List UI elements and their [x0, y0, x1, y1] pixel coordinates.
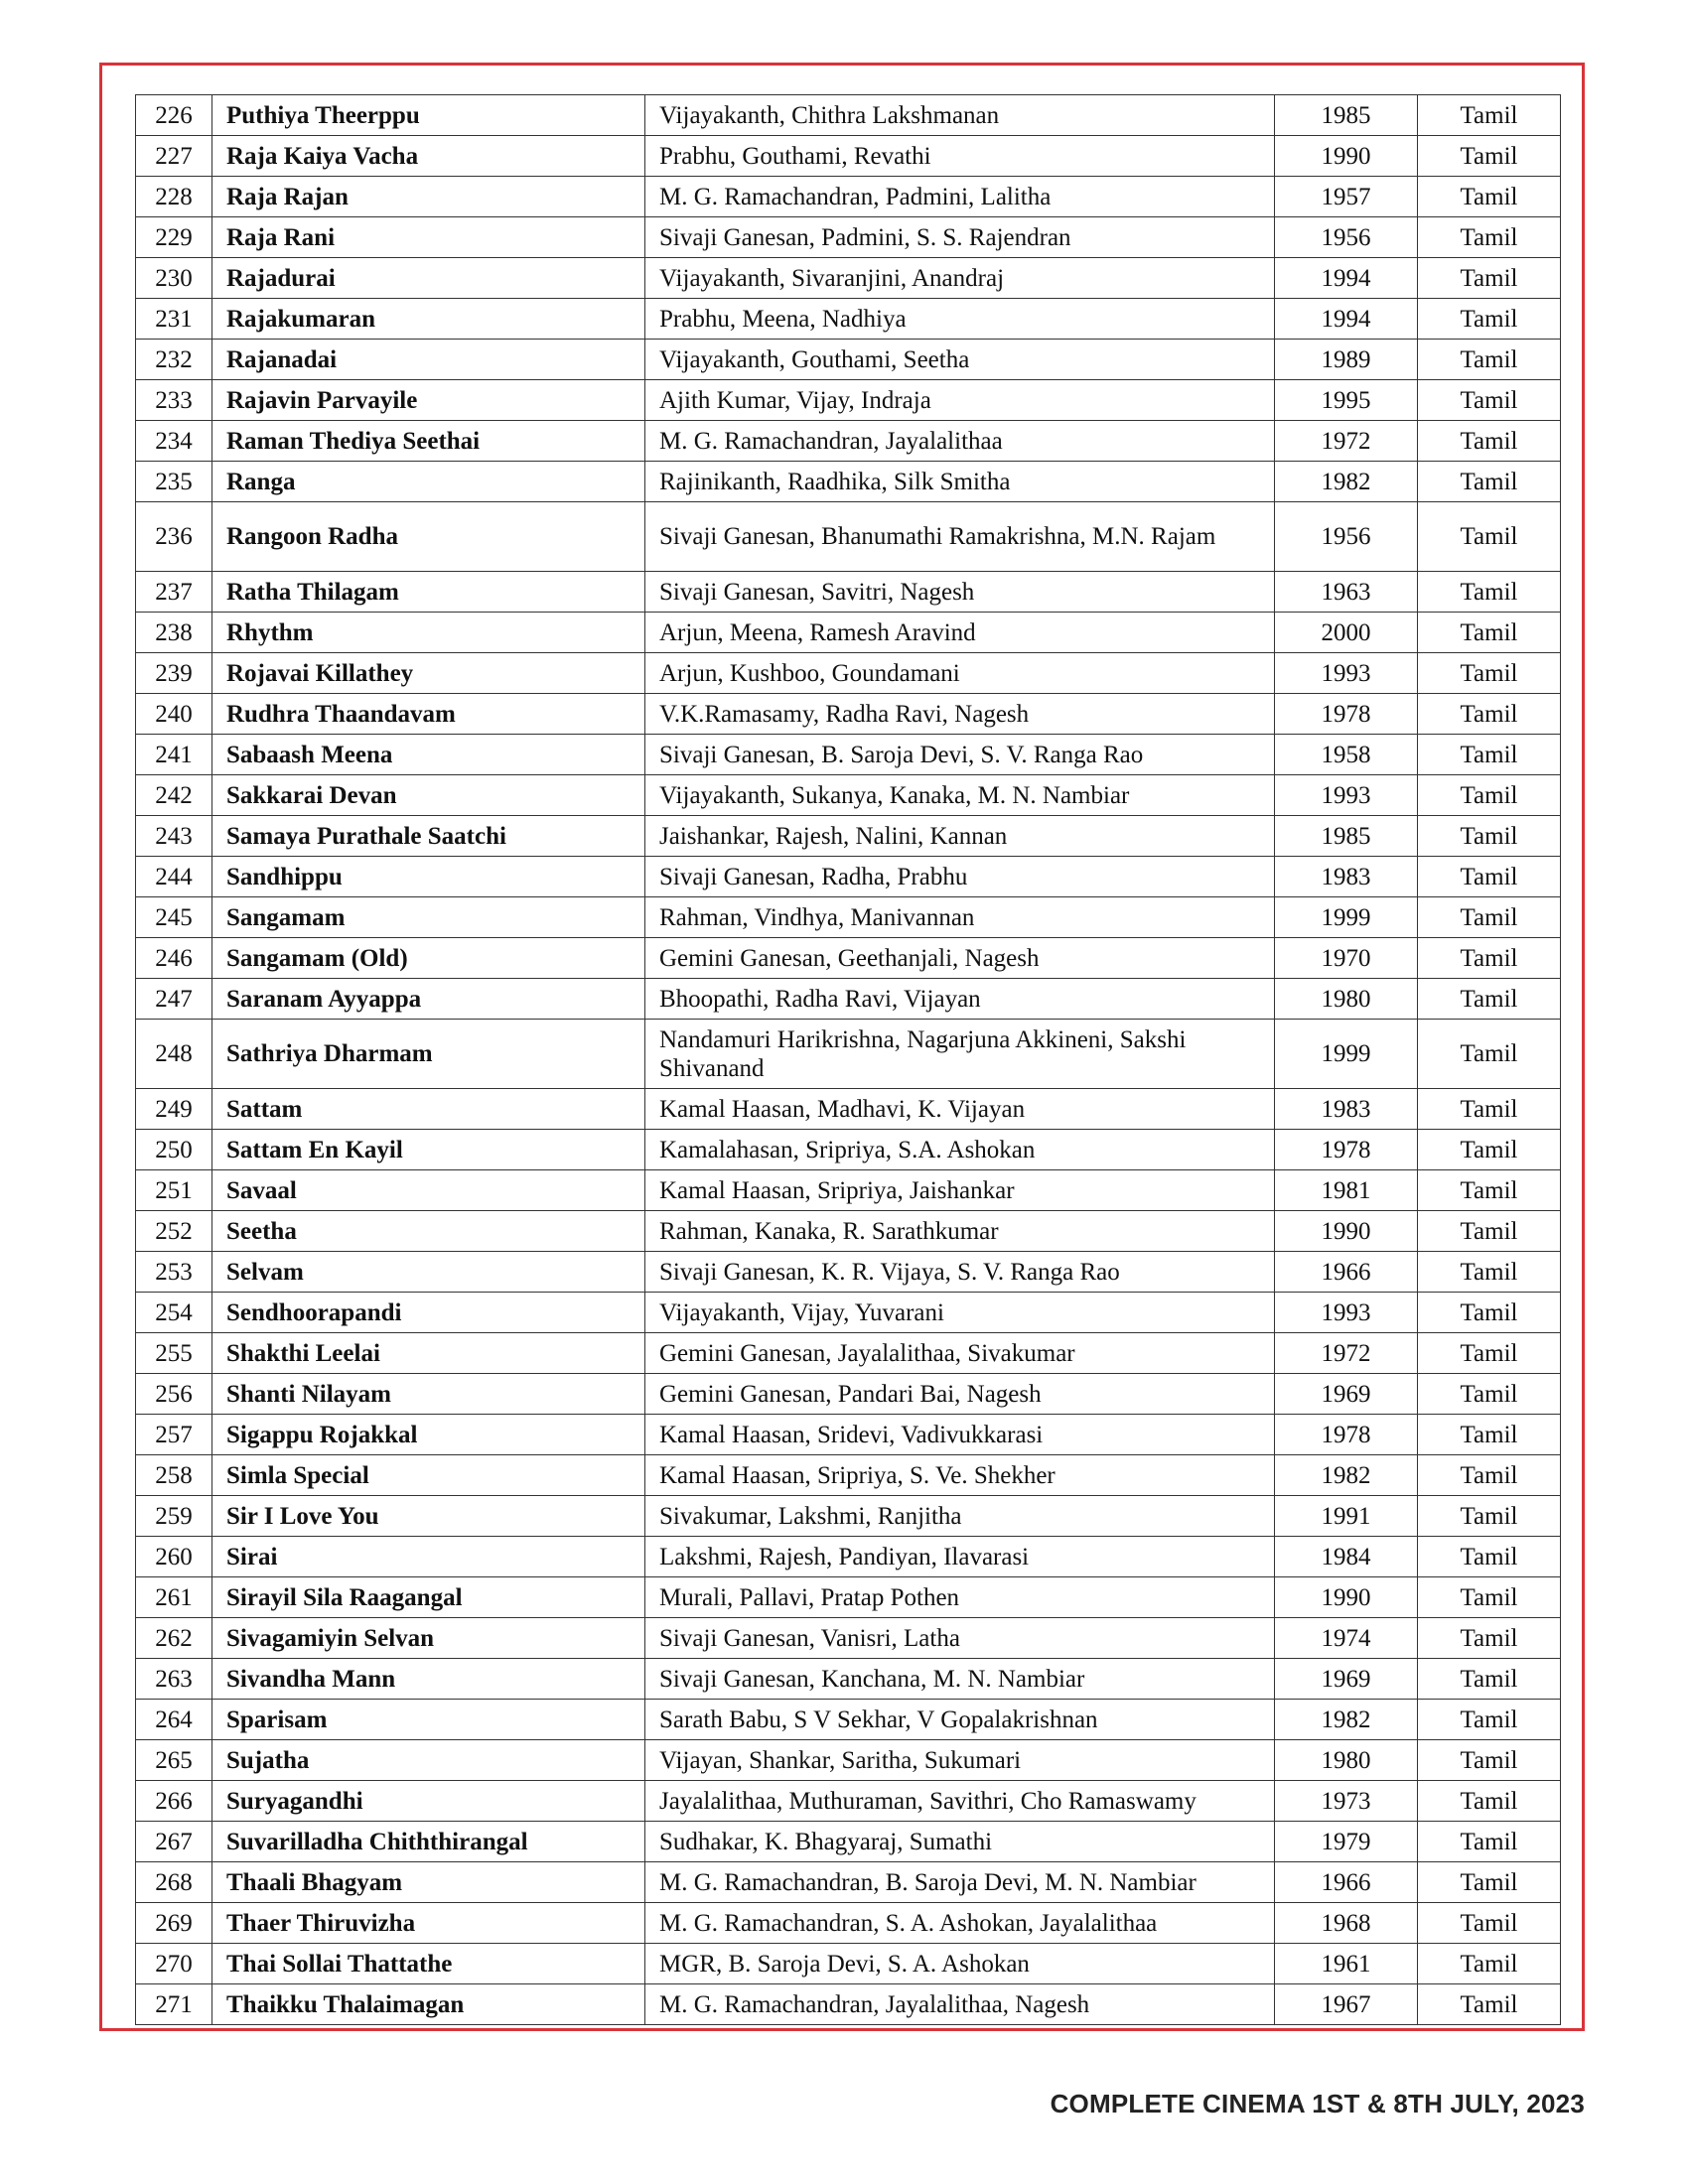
film-cast: M. G. Ramachandran, S. A. Ashokan, Jayalalithaa: [645, 1903, 1275, 1944]
film-cast: Lakshmi, Rajesh, Pandiyan, Ilavarasi: [645, 1537, 1275, 1577]
film-cast: Gemini Ganesan, Geethanjali, Nagesh: [645, 938, 1275, 979]
film-language: Tamil: [1418, 735, 1561, 775]
film-title: Savaal: [212, 1170, 645, 1211]
film-cast: Rahman, Kanaka, R. Sarathkumar: [645, 1211, 1275, 1252]
row-number: 249: [136, 1089, 212, 1130]
table-row: [136, 299, 1561, 340]
film-title: Rajadurai: [212, 258, 645, 299]
film-title: Sujatha: [212, 1740, 645, 1781]
release-year: 1982: [1275, 1455, 1418, 1496]
row-number: 262: [136, 1618, 212, 1659]
film-title: Samaya Purathale Saatchi: [212, 816, 645, 857]
film-language: Tamil: [1418, 1659, 1561, 1700]
table-row: [136, 775, 1561, 816]
row-number: 255: [136, 1333, 212, 1374]
row-number: 268: [136, 1862, 212, 1903]
film-cast: Nandamuri Harikrishna, Nagarjuna Akkineni, Sakshi Shivanand: [645, 1020, 1275, 1089]
release-year: 1993: [1275, 653, 1418, 694]
row-number: 244: [136, 857, 212, 897]
film-cast: Sivaji Ganesan, Radha, Prabhu: [645, 857, 1275, 897]
film-language: Tamil: [1418, 572, 1561, 613]
table-row: [136, 572, 1561, 613]
row-number: 271: [136, 1984, 212, 2025]
film-cast: Rajinikanth, Raadhika, Silk Smitha: [645, 462, 1275, 502]
table-row: [136, 421, 1561, 462]
release-year: 2000: [1275, 613, 1418, 653]
row-number: 250: [136, 1130, 212, 1170]
release-year: 1995: [1275, 380, 1418, 421]
row-number: 253: [136, 1252, 212, 1293]
film-language: Tamil: [1418, 299, 1561, 340]
film-language: Tamil: [1418, 462, 1561, 502]
film-language: Tamil: [1418, 1781, 1561, 1822]
row-number: 230: [136, 258, 212, 299]
release-year: 1957: [1275, 177, 1418, 217]
row-number: 267: [136, 1822, 212, 1862]
film-cast: Prabhu, Meena, Nadhiya: [645, 299, 1275, 340]
film-cast: Sivaji Ganesan, Kanchana, M. N. Nambiar: [645, 1659, 1275, 1700]
film-title: Rangoon Radha: [212, 502, 645, 572]
film-title: Raja Rani: [212, 217, 645, 258]
film-language: Tamil: [1418, 1211, 1561, 1252]
film-cast: Jaishankar, Rajesh, Nalini, Kannan: [645, 816, 1275, 857]
release-year: 1999: [1275, 1020, 1418, 1089]
row-number: 236: [136, 502, 212, 572]
table-row: [136, 653, 1561, 694]
release-year: 1978: [1275, 1130, 1418, 1170]
film-language: Tamil: [1418, 1333, 1561, 1374]
film-title: Sigappu Rojakkal: [212, 1415, 645, 1455]
film-title: Thaer Thiruvizha: [212, 1903, 645, 1944]
release-year: 1994: [1275, 258, 1418, 299]
film-cast: Kamal Haasan, Sridevi, Vadivukkarasi: [645, 1415, 1275, 1455]
row-number: 266: [136, 1781, 212, 1822]
table-row: [136, 177, 1561, 217]
release-year: 1990: [1275, 1211, 1418, 1252]
film-title: Rajanadai: [212, 340, 645, 380]
row-number: 246: [136, 938, 212, 979]
release-year: 1982: [1275, 462, 1418, 502]
film-cast: MGR, B. Saroja Devi, S. A. Ashokan: [645, 1944, 1275, 1984]
film-title: Simla Special: [212, 1455, 645, 1496]
film-title: Raja Rajan: [212, 177, 645, 217]
film-language: Tamil: [1418, 694, 1561, 735]
film-title: Sivandha Mann: [212, 1659, 645, 1700]
row-number: 245: [136, 897, 212, 938]
film-language: Tamil: [1418, 1700, 1561, 1740]
release-year: 1990: [1275, 136, 1418, 177]
table-row: [136, 1252, 1561, 1293]
film-language: Tamil: [1418, 380, 1561, 421]
film-language: Tamil: [1418, 502, 1561, 572]
film-cast: Sivaji Ganesan, Bhanumathi Ramakrishna, M.N. Rajam: [645, 502, 1275, 572]
film-cast: Arjun, Meena, Ramesh Aravind: [645, 613, 1275, 653]
film-cast: Bhoopathi, Radha Ravi, Vijayan: [645, 979, 1275, 1020]
film-language: Tamil: [1418, 1984, 1561, 2025]
table-row: [136, 1333, 1561, 1374]
film-cast: Gemini Ganesan, Pandari Bai, Nagesh: [645, 1374, 1275, 1415]
row-number: 237: [136, 572, 212, 613]
film-cast: M. G. Ramachandran, Jayalalithaa: [645, 421, 1275, 462]
row-number: 240: [136, 694, 212, 735]
film-language: Tamil: [1418, 1618, 1561, 1659]
film-language: Tamil: [1418, 1822, 1561, 1862]
release-year: 1980: [1275, 979, 1418, 1020]
table-row: [136, 1374, 1561, 1415]
film-language: Tamil: [1418, 340, 1561, 380]
film-cast: Arjun, Kushboo, Goundamani: [645, 653, 1275, 694]
table-row: [136, 857, 1561, 897]
table-row: [136, 1618, 1561, 1659]
film-cast: Ajith Kumar, Vijay, Indraja: [645, 380, 1275, 421]
release-year: 1978: [1275, 1415, 1418, 1455]
table-row: [136, 1903, 1561, 1944]
table-row: [136, 380, 1561, 421]
release-year: 1972: [1275, 1333, 1418, 1374]
row-number: 252: [136, 1211, 212, 1252]
row-number: 260: [136, 1537, 212, 1577]
film-title: Rajavin Parvayile: [212, 380, 645, 421]
release-year: 1958: [1275, 735, 1418, 775]
release-year: 1979: [1275, 1822, 1418, 1862]
row-number: 265: [136, 1740, 212, 1781]
table-row: [136, 1537, 1561, 1577]
film-cast: Gemini Ganesan, Jayalalithaa, Sivakumar: [645, 1333, 1275, 1374]
table-row: [136, 1984, 1561, 2025]
release-year: 1983: [1275, 857, 1418, 897]
film-title: Sendhoorapandi: [212, 1293, 645, 1333]
row-number: 263: [136, 1659, 212, 1700]
table-row: [136, 1577, 1561, 1618]
table-row: [136, 95, 1561, 136]
table-row: [136, 1659, 1561, 1700]
row-number: 270: [136, 1944, 212, 1984]
row-number: 231: [136, 299, 212, 340]
film-language: Tamil: [1418, 177, 1561, 217]
film-language: Tamil: [1418, 421, 1561, 462]
release-year: 1991: [1275, 1496, 1418, 1537]
table-row: [136, 1944, 1561, 1984]
film-language: Tamil: [1418, 1252, 1561, 1293]
release-year: 1961: [1275, 1944, 1418, 1984]
film-title: Sangamam: [212, 897, 645, 938]
film-cast: Vijayakanth, Chithra Lakshmanan: [645, 95, 1275, 136]
films-table-body: [136, 95, 1561, 2025]
release-year: 1989: [1275, 340, 1418, 380]
row-number: 257: [136, 1415, 212, 1455]
table-row: [136, 1862, 1561, 1903]
table-row: [136, 1130, 1561, 1170]
film-cast: Rahman, Vindhya, Manivannan: [645, 897, 1275, 938]
film-cast: Kamalahasan, Sripriya, S.A. Ashokan: [645, 1130, 1275, 1170]
film-title: Sir I Love You: [212, 1496, 645, 1537]
film-title: Rudhra Thaandavam: [212, 694, 645, 735]
film-cast: Sarath Babu, S V Sekhar, V Gopalakrishnan: [645, 1700, 1275, 1740]
release-year: 1968: [1275, 1903, 1418, 1944]
film-language: Tamil: [1418, 775, 1561, 816]
film-title: Suvarilladha Chiththirangal: [212, 1822, 645, 1862]
film-title: Sattam: [212, 1089, 645, 1130]
film-title: Seetha: [212, 1211, 645, 1252]
release-year: 1969: [1275, 1374, 1418, 1415]
film-cast: Vijayakanth, Sivaranjini, Anandraj: [645, 258, 1275, 299]
row-number: 251: [136, 1170, 212, 1211]
table-row: [136, 258, 1561, 299]
film-title: Suryagandhi: [212, 1781, 645, 1822]
row-number: 243: [136, 816, 212, 857]
table-row: [136, 1211, 1561, 1252]
film-language: Tamil: [1418, 1374, 1561, 1415]
row-number: 239: [136, 653, 212, 694]
film-cast: Vijayan, Shankar, Saritha, Sukumari: [645, 1740, 1275, 1781]
row-number: 256: [136, 1374, 212, 1415]
release-year: 1966: [1275, 1862, 1418, 1903]
row-number: 227: [136, 136, 212, 177]
film-title: Thaikku Thalaimagan: [212, 1984, 645, 2025]
film-title: Raja Kaiya Vacha: [212, 136, 645, 177]
row-number: 232: [136, 340, 212, 380]
film-language: Tamil: [1418, 653, 1561, 694]
release-year: 1994: [1275, 299, 1418, 340]
release-year: 1993: [1275, 1293, 1418, 1333]
row-number: 261: [136, 1577, 212, 1618]
release-year: 1956: [1275, 217, 1418, 258]
table-row: [136, 502, 1561, 572]
table-row: [136, 1822, 1561, 1862]
film-title: Raman Thediya Seethai: [212, 421, 645, 462]
film-title: Thai Sollai Thattathe: [212, 1944, 645, 1984]
film-title: Sathriya Dharmam: [212, 1020, 645, 1089]
release-year: 1963: [1275, 572, 1418, 613]
table-row: [136, 1020, 1561, 1089]
release-year: 1969: [1275, 1659, 1418, 1700]
film-language: Tamil: [1418, 1089, 1561, 1130]
row-number: 238: [136, 613, 212, 653]
row-number: 234: [136, 421, 212, 462]
film-language: Tamil: [1418, 1862, 1561, 1903]
film-cast: V.K.Ramasamy, Radha Ravi, Nagesh: [645, 694, 1275, 735]
table-row: [136, 136, 1561, 177]
film-cast: M. G. Ramachandran, B. Saroja Devi, M. N. Nambiar: [645, 1862, 1275, 1903]
row-number: 241: [136, 735, 212, 775]
release-year: 1982: [1275, 1700, 1418, 1740]
film-title: Sandhippu: [212, 857, 645, 897]
film-title: Sakkarai Devan: [212, 775, 645, 816]
film-cast: Sivakumar, Lakshmi, Ranjitha: [645, 1496, 1275, 1537]
film-cast: M. G. Ramachandran, Jayalalithaa, Nagesh: [645, 1984, 1275, 2025]
film-title: Selvam: [212, 1252, 645, 1293]
film-language: Tamil: [1418, 979, 1561, 1020]
film-language: Tamil: [1418, 938, 1561, 979]
row-number: 269: [136, 1903, 212, 1944]
film-language: Tamil: [1418, 1944, 1561, 1984]
film-language: Tamil: [1418, 136, 1561, 177]
row-number: 229: [136, 217, 212, 258]
release-year: 1993: [1275, 775, 1418, 816]
film-cast: Murali, Pallavi, Pratap Pothen: [645, 1577, 1275, 1618]
release-year: 1984: [1275, 1537, 1418, 1577]
film-cast: Vijayakanth, Gouthami, Seetha: [645, 340, 1275, 380]
row-number: 242: [136, 775, 212, 816]
film-title: Sattam En Kayil: [212, 1130, 645, 1170]
film-language: Tamil: [1418, 1740, 1561, 1781]
release-year: 1973: [1275, 1781, 1418, 1822]
release-year: 1981: [1275, 1170, 1418, 1211]
table-row: [136, 1700, 1561, 1740]
row-number: 248: [136, 1020, 212, 1089]
film-cast: Vijayakanth, Sukanya, Kanaka, M. N. Nambiar: [645, 775, 1275, 816]
films-table: [135, 94, 1561, 2025]
row-number: 247: [136, 979, 212, 1020]
table-row: [136, 1455, 1561, 1496]
table-row: [136, 735, 1561, 775]
film-cast: Prabhu, Gouthami, Revathi: [645, 136, 1275, 177]
table-row: [136, 1293, 1561, 1333]
film-language: Tamil: [1418, 95, 1561, 136]
film-cast: Sivaji Ganesan, Savitri, Nagesh: [645, 572, 1275, 613]
release-year: 1967: [1275, 1984, 1418, 2025]
film-language: Tamil: [1418, 1455, 1561, 1496]
release-year: 1985: [1275, 95, 1418, 136]
table-row: [136, 816, 1561, 857]
row-number: 235: [136, 462, 212, 502]
film-language: Tamil: [1418, 857, 1561, 897]
film-title: Rajakumaran: [212, 299, 645, 340]
film-title: Sabaash Meena: [212, 735, 645, 775]
film-title: Rhythm: [212, 613, 645, 653]
release-year: 1966: [1275, 1252, 1418, 1293]
film-language: Tamil: [1418, 1170, 1561, 1211]
film-language: Tamil: [1418, 1903, 1561, 1944]
row-number: 259: [136, 1496, 212, 1537]
table-row: [136, 897, 1561, 938]
film-language: Tamil: [1418, 1020, 1561, 1089]
film-language: Tamil: [1418, 1496, 1561, 1537]
release-year: 1978: [1275, 694, 1418, 735]
release-year: 1972: [1275, 421, 1418, 462]
release-year: 1970: [1275, 938, 1418, 979]
film-language: Tamil: [1418, 1577, 1561, 1618]
release-year: 1985: [1275, 816, 1418, 857]
release-year: 1980: [1275, 1740, 1418, 1781]
film-title: Shanti Nilayam: [212, 1374, 645, 1415]
table-row: [136, 979, 1561, 1020]
film-title: Puthiya Theerppu: [212, 95, 645, 136]
row-number: 258: [136, 1455, 212, 1496]
film-title: Ranga: [212, 462, 645, 502]
film-title: Rojavai Killathey: [212, 653, 645, 694]
film-language: Tamil: [1418, 217, 1561, 258]
film-language: Tamil: [1418, 897, 1561, 938]
row-number: 254: [136, 1293, 212, 1333]
film-language: Tamil: [1418, 1415, 1561, 1455]
table-row: [136, 340, 1561, 380]
film-language: Tamil: [1418, 1293, 1561, 1333]
film-cast: Sivaji Ganesan, Padmini, S. S. Rajendran: [645, 217, 1275, 258]
film-cast: Kamal Haasan, Sripriya, Jaishankar: [645, 1170, 1275, 1211]
film-cast: Kamal Haasan, Sripriya, S. Ve. Shekher: [645, 1455, 1275, 1496]
row-number: 264: [136, 1700, 212, 1740]
release-year: 1974: [1275, 1618, 1418, 1659]
table-row: [136, 694, 1561, 735]
table-row: [136, 1415, 1561, 1455]
film-cast: Sivaji Ganesan, Vanisri, Latha: [645, 1618, 1275, 1659]
release-year: 1983: [1275, 1089, 1418, 1130]
release-year: 1956: [1275, 502, 1418, 572]
film-title: Saranam Ayyappa: [212, 979, 645, 1020]
film-language: Tamil: [1418, 258, 1561, 299]
table-row: [136, 1496, 1561, 1537]
row-number: 233: [136, 380, 212, 421]
table-row: [136, 1089, 1561, 1130]
film-title: Shakthi Leelai: [212, 1333, 645, 1374]
film-cast: Vijayakanth, Vijay, Yuvarani: [645, 1293, 1275, 1333]
table-row: [136, 1781, 1561, 1822]
film-cast: Sivaji Ganesan, K. R. Vijaya, S. V. Ranga Rao: [645, 1252, 1275, 1293]
release-year: 1999: [1275, 897, 1418, 938]
table-row: [136, 1170, 1561, 1211]
release-year: 1990: [1275, 1577, 1418, 1618]
film-language: Tamil: [1418, 613, 1561, 653]
table-row: [136, 613, 1561, 653]
film-title: Ratha Thilagam: [212, 572, 645, 613]
table-row: [136, 938, 1561, 979]
film-language: Tamil: [1418, 1130, 1561, 1170]
film-language: Tamil: [1418, 1537, 1561, 1577]
row-number: 226: [136, 95, 212, 136]
table-row: [136, 1740, 1561, 1781]
film-title: Sivagamiyin Selvan: [212, 1618, 645, 1659]
film-language: Tamil: [1418, 816, 1561, 857]
film-cast: Kamal Haasan, Madhavi, K. Vijayan: [645, 1089, 1275, 1130]
film-title: Sangamam (Old): [212, 938, 645, 979]
film-cast: Sivaji Ganesan, B. Saroja Devi, S. V. Ranga Rao: [645, 735, 1275, 775]
film-title: Thaali Bhagyam: [212, 1862, 645, 1903]
film-title: Sirai: [212, 1537, 645, 1577]
film-cast: Sudhakar, K. Bhagyaraj, Sumathi: [645, 1822, 1275, 1862]
footer-text: COMPLETE CINEMA 1ST & 8TH JULY, 2023: [1050, 2089, 1585, 2118]
table-row: [136, 462, 1561, 502]
film-title: Sirayil Sila Raagangal: [212, 1577, 645, 1618]
table-row: [136, 217, 1561, 258]
film-title: Sparisam: [212, 1700, 645, 1740]
film-cast: Jayalalithaa, Muthuraman, Savithri, Cho Ramaswamy: [645, 1781, 1275, 1822]
row-number: 228: [136, 177, 212, 217]
film-cast: M. G. Ramachandran, Padmini, Lalitha: [645, 177, 1275, 217]
